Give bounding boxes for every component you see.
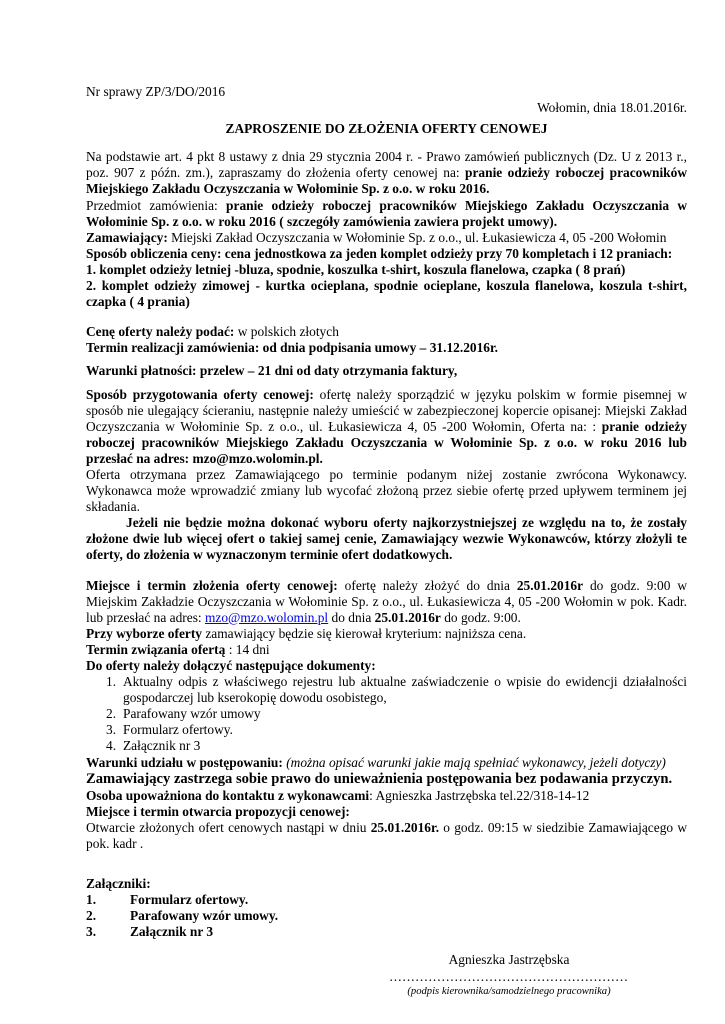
documents-list <box>106 674 687 754</box>
text-segment: (można opisać warunki jakie mają spełniać wykonawcy, jeżeli dotyczy) <box>286 754 666 770</box>
text-segment: Zamawiający: <box>86 229 168 245</box>
text-segment: 25.01.2016r <box>374 609 441 625</box>
paragraph-payment-terms <box>86 363 687 379</box>
list-number: 3. <box>106 722 117 738</box>
paragraph-attachments-heading <box>86 876 687 892</box>
paragraph-offer-preparation <box>86 387 687 467</box>
text-segment: Przy wyborze oferty <box>86 625 202 641</box>
list-number: 2. <box>106 706 117 722</box>
text-segment: Miejski Zakład Oczyszczania w Wołominie Sp. z o.o., ul. Łukasiewicza 4, 05 -200 Wołomin <box>167 229 667 245</box>
text-segment: Zamawiający zastrzega sobie prawo do unieważnienia postępowania bez podawania przyczyn. <box>86 770 673 787</box>
list-item <box>86 924 687 940</box>
text-segment: : 14 dni <box>225 641 270 657</box>
text-segment: : Agnieszka Jastrzębska tel.22/318-14-12 <box>369 787 590 803</box>
paragraph-required-documents <box>86 658 687 674</box>
paragraph-summer-set <box>86 262 687 278</box>
text-segment: Otwarcie złożonych ofert cenowych nastąpi w dniu <box>86 819 371 835</box>
text-segment: o godz. 09:15 w siedzibie Zamawiającego w pok. kadr . <box>86 819 687 851</box>
list-item-text <box>123 722 687 738</box>
email-link[interactable]: mzo@mzo.wolomin.pl <box>204 609 329 625</box>
text-segment: do godz. 9:00 w Miejskim Zakładzie Oczyszczania w Wołominie Sp. z o.o., ul. Łukasiewicza 4, 05 -200 Wołomin w pok. Kadr. lub przesłać na adres: <box>86 577 688 625</box>
text-segment: Cenę oferty należy podać: <box>86 324 235 340</box>
place-and-date: Wołomin, dnia 18.01.2016r. <box>537 100 687 116</box>
list-number: 3. <box>86 924 97 940</box>
paragraph-equal-offers <box>86 515 687 563</box>
list-item <box>106 722 687 738</box>
text-segment: ofertę należy sporządzić w języku polskim w formie pisemnej w sposób nie ulegający ścieraniu, następnie należy umieścić w zabezpieczonej kopercie opisanej: Miejski Zakład Oczyszczania w Wołominie Sp. z o.o., ul. Łukasiewicza 4, 05 -200 Wołomin, Oferta na: : <box>86 386 687 434</box>
list-number: 1. <box>86 892 97 908</box>
list-item-text <box>130 908 687 924</box>
text-segment: Parafowany wzór umowy. <box>130 908 279 924</box>
text-segment: Warunki płatności: przelew – 21 dni od daty otrzymania faktury, <box>86 363 458 379</box>
list-number: 4. <box>106 738 117 754</box>
text-segment: ofertę należy złożyć do dnia <box>337 577 517 593</box>
list-item <box>86 892 687 908</box>
paragraph-price-calculation <box>86 246 687 262</box>
list-item <box>106 674 687 706</box>
attachments-list <box>86 892 687 940</box>
text-segment: Osoba upoważniona do kontaktu z wykonawcami <box>86 787 370 803</box>
text-segment: 1. komplet odzieży letniej -bluza, spodnie, koszulka t-shirt, koszula flanelowa, czapka ( 8 prań) <box>86 261 626 277</box>
list-number: 1. <box>106 674 117 690</box>
paragraph-late-offer <box>86 467 687 515</box>
text-segment: pranie odzieży roboczej pracowników Miejskiego Zakładu Oczyszczania w Wołominie Sp. z o.o. w roku 2016. <box>86 165 687 197</box>
text-segment: Załącznik nr 3 <box>130 924 214 940</box>
paragraph-opening-place-heading <box>86 804 687 820</box>
text-segment: Miejsce i termin złożenia oferty cenowej: <box>86 577 338 593</box>
list-number: 2. <box>86 908 97 924</box>
document-body <box>86 149 687 940</box>
text-segment: Miejsce i termin otwarcia propozycji cenowej: <box>86 803 350 819</box>
paragraph-deadline-realization <box>86 340 687 356</box>
list-item-text <box>123 674 687 706</box>
paragraph-ordering-party <box>86 230 687 246</box>
text-segment: Termin związania ofertą <box>86 641 226 657</box>
text-segment: 25.01.2016r. <box>370 819 440 835</box>
list-item <box>106 738 687 754</box>
signature-caption: (podpis kierownika/samodzielnego pracownika) <box>407 985 611 997</box>
text-segment: do dnia <box>328 609 375 625</box>
text-segment: Warunki udziału w postępowaniu: <box>86 754 287 770</box>
text-segment: Formularz ofertowy. <box>123 722 233 738</box>
list-item <box>106 706 687 722</box>
text-segment: pranie odzieży roboczej pracowników Miejskiego Zakładu Oczyszczania w Wołominie Sp. z o.o. w roku 2016 ( szczegóły zamówienia zawiera projekt umowy). <box>86 197 687 229</box>
text-segment: Przedmiot zamówienia: <box>86 197 227 213</box>
text-segment: Sposób przygotowania oferty cenowej: <box>86 386 314 402</box>
signature-block <box>373 952 645 997</box>
paragraph-legal-basis <box>86 149 687 197</box>
text-segment: 25.01.2016r <box>516 577 584 593</box>
document-title: ZAPROSZENIE DO ZŁOŻENIA OFERTY CENOWEJ <box>225 121 548 137</box>
paragraph-price-currency <box>86 324 687 340</box>
list-item-text <box>130 892 687 908</box>
text-segment: Załącznik nr 3 <box>123 738 201 754</box>
paragraph-opening-details <box>86 820 687 852</box>
signature-line: ....................................................... <box>389 968 629 984</box>
text-segment: Parafowany wzór umowy <box>123 706 261 722</box>
text-segment: Oferta otrzymana przez Zamawiającego po terminie podanym niżej zostanie zwrócona Wykonawcy. Wykonawca może wprowadzić zmiany lub wycofać złożoną przez siebie ofertę przed upływem terminem jej składania. <box>86 466 687 515</box>
paragraph-selection-criterion <box>86 626 687 642</box>
paragraph-cancellation-right <box>86 771 687 788</box>
text-segment: do godz. 9:00. <box>440 609 521 625</box>
text-segment: Jeżeli nie będzie można dokonać wyboru oferty najkorzystniejszej ze względu na to, że zostały złożone dwie lub więcej ofert o takiej samej cenie, Zamawiający wezwie Wykonawców, którzy złożyli te oferty, do złożenia w wyznaczonym terminie ofert dodatkowych. <box>86 515 687 563</box>
list-item-text <box>123 738 687 754</box>
paragraph-subject <box>86 198 687 230</box>
text-segment: Sposób obliczenia ceny: cena jednostkowa za jeden komplet odzieży przy 70 kompletach i 12 praniach: <box>86 245 673 261</box>
signature-name: Agnieszka Jastrzębska <box>448 952 570 968</box>
text-segment: Do oferty należy dołączyć następujące dokumenty: <box>86 658 376 673</box>
text-segment: Aktualny odpis z właściwego rejestru lub aktualne zaświadczenie o wpisie do ewidencji działalności gospodarczej lub kserokopię dowodu osobistego, <box>123 674 687 706</box>
text-segment: w polskich złotych <box>234 324 339 340</box>
paragraph-binding-period <box>86 642 687 658</box>
text-segment: zamawiający będzie się kierował kryterium: najniższa cena. <box>202 625 527 641</box>
list-item-text <box>130 924 687 940</box>
text-segment: pranie odzieży roboczej pracowników Miejskiego Zakładu Oczyszczania w Wołominie Sp. z o.o. w roku 2016 lub przesłać na adres: mzo@mzo.wolomin.pl. <box>86 418 687 466</box>
text-segment: Na podstawie art. 4 pkt 8 ustawy z dnia 29 stycznia 2004 r. - Prawo zamówień publicznych (Dz. U z 2013 r., poz. 907 z późn. zm.), zapraszamy do złożenia oferty cenowej na: <box>86 149 687 181</box>
paragraph-winter-set <box>86 278 687 310</box>
text-segment: Formularz ofertowy. <box>130 892 249 908</box>
paragraph-participation-conditions <box>86 755 687 771</box>
list-item-text <box>123 706 687 722</box>
paragraph-contact-person <box>86 788 687 804</box>
text-segment: 2. komplet odzieży zimowej - kurtka ocieplana, spodnie ocieplane, koszula flanelowa, koszula t-shirt, czapka ( 4 prania) <box>86 278 687 310</box>
paragraph-submission-place <box>86 578 687 626</box>
case-number: Nr sprawy ZP/3/DO/2016 <box>86 84 226 99</box>
list-item <box>86 908 687 924</box>
text-segment: Termin realizacji zamówienia: od dnia podpisania umowy – 31.12.2016r. <box>86 340 499 356</box>
text-segment: Załączniki: <box>86 876 151 892</box>
